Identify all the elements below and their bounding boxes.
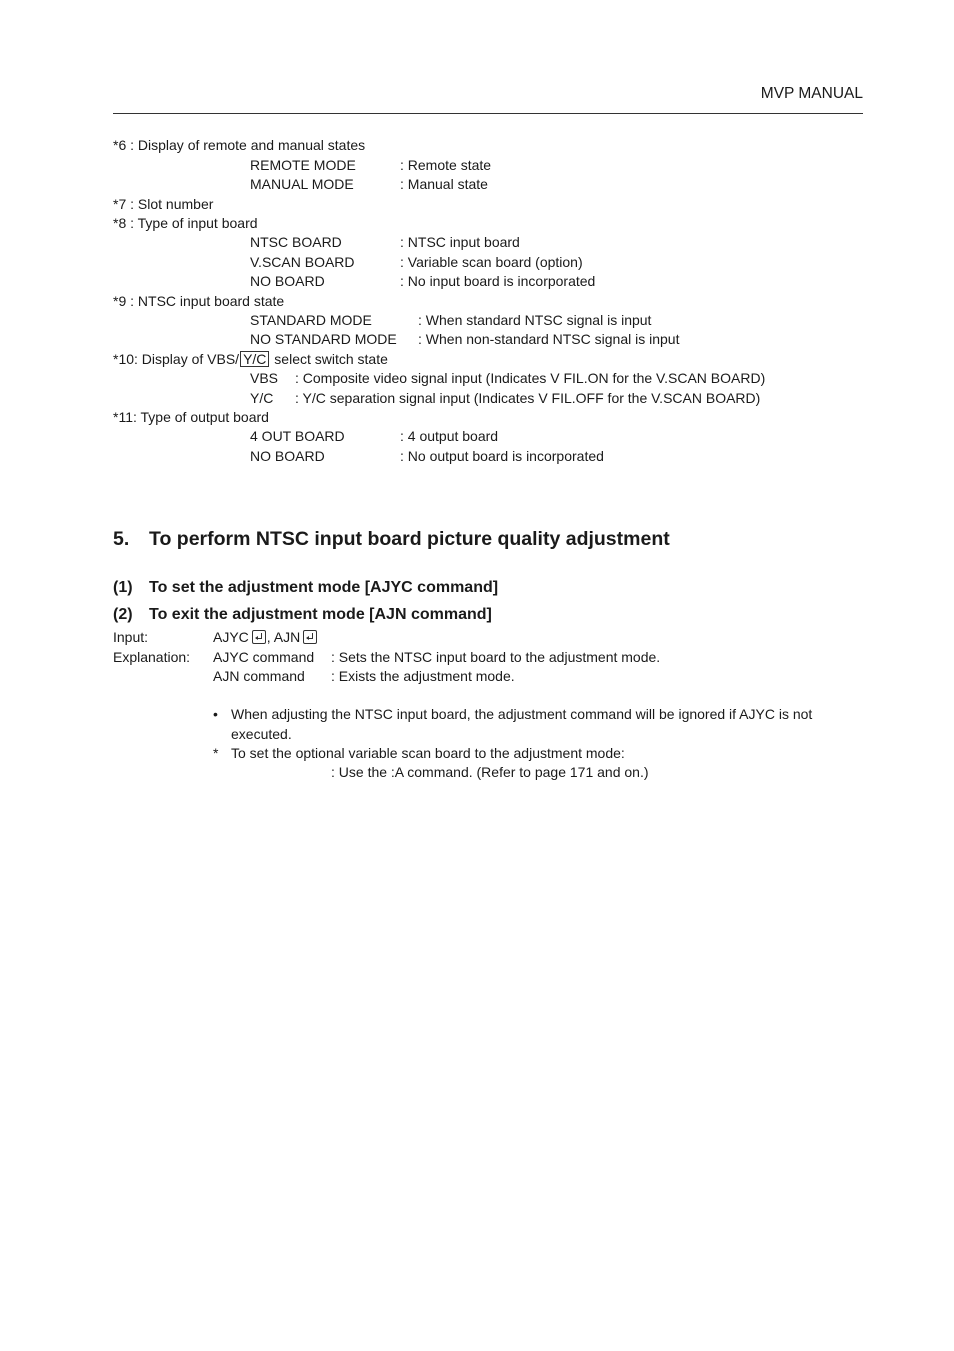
explanation-term-ajyc: AJYC command [213, 649, 315, 665]
note-11-term-noboard: NO BOARD [250, 448, 325, 464]
note-9-label: *9 : NTSC input board state [113, 293, 285, 309]
enter-key-icon [252, 630, 266, 644]
note-10-term-yc: Y/C [250, 390, 274, 406]
note-11-desc-4out: : 4 output board [400, 428, 499, 444]
note-10-term-vbs: VBS [250, 370, 279, 386]
bullet-text-line-2: executed. [231, 726, 292, 742]
note-9-desc-standard: : When standard NTSC signal is input [418, 312, 652, 328]
subsection-1-title: To set the adjustment mode [AJYC command] [149, 579, 499, 596]
note-6-desc-remote: : Remote state [400, 157, 492, 173]
explanation-label: Explanation: [113, 649, 191, 665]
input-cmd-ajyc: AJYC [213, 629, 249, 645]
explanation-desc-ajn: : Exists the adjustment mode. [331, 668, 515, 684]
note-8-term-vscan: V.SCAN BOARD [250, 254, 355, 270]
note-6-term-manual: MANUAL MODE [250, 176, 354, 192]
star-text-line-2: : Use the :A command. (Refer to page 171 and on.) [331, 764, 649, 780]
bullet-mark: • [213, 706, 218, 722]
input-label: Input: [113, 629, 149, 645]
note-8-desc-vscan: : Variable scan board (option) [400, 254, 583, 270]
running-header: MVP MANUAL [760, 85, 863, 102]
section-5-title: To perform NTSC input board picture quality adjustment [149, 528, 670, 550]
note-8-desc-ntsc: : NTSC input board [400, 234, 520, 250]
note-8-term-ntsc: NTSC BOARD [250, 234, 342, 250]
note-8-desc-noboard: : No input board is incorporated [400, 273, 596, 289]
note-8-term-noboard: NO BOARD [250, 273, 325, 289]
note-9-term-standard: STANDARD MODE [250, 312, 372, 328]
note-11-desc-noboard: : No output board is incorporated [400, 448, 604, 464]
input-commands [213, 629, 318, 645]
note-10-label-suffix: select switch state [274, 351, 388, 367]
subsection-2-number: (2) [113, 606, 133, 623]
note-8-label: *8 : Type of input board [113, 215, 258, 231]
input-cmd-ajn: , AJN [266, 629, 301, 645]
note-6-desc-manual: : Manual state [400, 176, 488, 192]
bullet-text-line-1: When adjusting the NTSC input board, the adjustment command will be ignored if AJYC is not [231, 706, 813, 722]
note-9-desc-nostandard: : When non-standard NTSC signal is input [418, 331, 680, 347]
subsection-1-number: (1) [113, 579, 133, 596]
note-10-label [113, 351, 388, 367]
note-9-term-nostandard: NO STANDARD MODE [250, 331, 397, 347]
yc-key-box: Y/C [240, 351, 269, 367]
note-6-term-remote: REMOTE MODE [250, 157, 356, 173]
note-10-desc-vbs: : Composite video signal input (Indicates V FIL.ON for the V.SCAN BOARD) [295, 370, 766, 386]
section-5-number: 5. [113, 528, 130, 550]
note-10-desc-yc: : Y/C separation signal input (Indicates V FIL.OFF for the V.SCAN BOARD) [295, 390, 761, 406]
explanation-desc-ajyc: : Sets the NTSC input board to the adjustment mode. [331, 649, 661, 665]
note-11-label: *11: Type of output board [113, 409, 269, 425]
note-7-label: *7 : Slot number [113, 196, 214, 212]
note-10-label-prefix: *10: Display of VBS/ [113, 351, 240, 367]
subsection-2-title: To exit the adjustment mode [AJN command] [149, 606, 492, 623]
note-6-label: *6 : Display of remote and manual states [113, 137, 366, 153]
explanation-term-ajn: AJN command [213, 668, 305, 684]
header-rule [113, 113, 863, 114]
star-mark: * [213, 745, 219, 761]
note-11-term-4out: 4 OUT BOARD [250, 428, 345, 444]
star-text-line-1: To set the optional variable scan board to the adjustment mode: [231, 745, 625, 761]
enter-key-icon [303, 630, 317, 644]
